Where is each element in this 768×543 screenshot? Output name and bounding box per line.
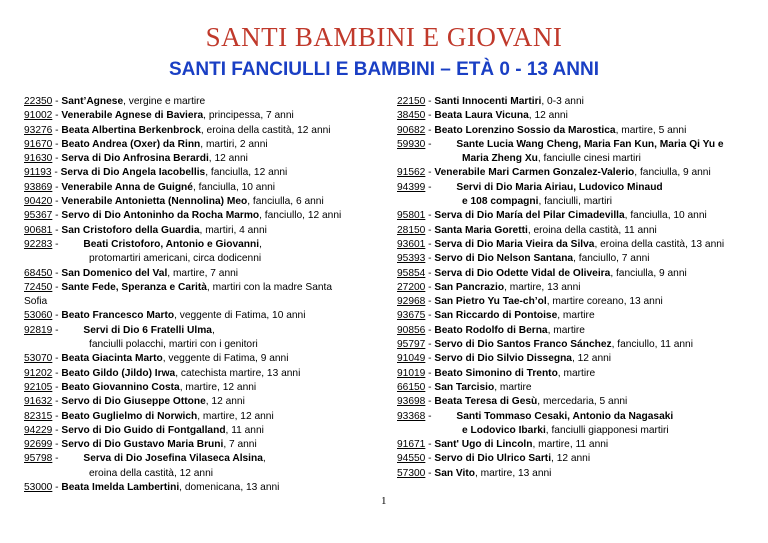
entry-name: Venerabile Antonietta (Nennolina) Meo (61, 196, 248, 208)
entry-desc: , fanciullo, 12 anni (259, 210, 342, 222)
entry-name: Santa Maria Goretti (434, 224, 528, 236)
entry-desc: , martire, 13 anni (504, 281, 581, 293)
entry-name-continued: e Lodovico Ibarki (462, 424, 546, 436)
entry-name: Beato Francesco Marto (61, 310, 175, 322)
entry-name: Santi Tommaso Cesaki, Antonio da Nagasaki (456, 410, 674, 422)
entry-desc: , 12 anni (205, 396, 245, 408)
entry-name: San Vito (434, 467, 475, 479)
entry-desc: , 12 anni (528, 110, 568, 122)
entry-desc: , martiri, 2 anni (200, 138, 268, 150)
entry-name: Sant' Ugo di Lincoln (434, 439, 533, 451)
entry-desc: , 7 anni (223, 439, 257, 451)
list-item: 90420 - Venerabile Antonietta (Nennolina) Meo, fanciulla, 6 anni (24, 196, 324, 208)
entry-name: San Riccardo di Pontoise (434, 310, 558, 322)
entry-name: Beata Laura Vicuna (434, 110, 529, 122)
entry-code-link[interactable]: 91193 (24, 167, 52, 179)
entry-code-link[interactable]: 22350 (24, 96, 53, 107)
entry-desc: , martire, 11 anni (532, 439, 609, 451)
entry-desc: , martire, 12 anni (197, 410, 274, 422)
list-item: 57300 - San Vito, martire, 13 anni (397, 467, 552, 479)
entry-name: Beato Giovannino Costa (61, 381, 180, 393)
entry-code-link[interactable]: 95393 (397, 253, 426, 265)
entry-name: Beato Andrea (Oxer) da Rinn (61, 138, 201, 150)
entry-code-link[interactable]: 68450 (24, 267, 53, 279)
entry-desc: , martire (547, 324, 585, 336)
list-item: 95367 - Servo di Dio Antoninho da Rocha Marmo, fanciullo, 12 anni (24, 210, 342, 222)
list-item: 22150 - Santi Innocenti Martiri, 0-3 anni (397, 96, 584, 107)
entry-name: Servo di Dio Guido di Fontgalland (61, 424, 226, 436)
entry-name: Servo di Dio Nelson Santana (434, 253, 574, 265)
entry-code-link[interactable]: 91630 (24, 153, 53, 165)
entry-code-link[interactable]: 27200 (397, 281, 426, 293)
entry-code-link[interactable]: 53070 (24, 353, 53, 365)
entry-desc: , 11 anni (225, 424, 264, 436)
entry-desc: , veggente di Fatima, 9 anni (162, 353, 289, 365)
entry-desc: , martire (557, 367, 596, 379)
entry-desc: , 12 anni (208, 153, 248, 165)
right-column (397, 95, 757, 481)
entry-desc: , martire (494, 381, 532, 393)
list-item: 92283 - Beati Cristoforo, Antonio e Giovanni, (24, 238, 262, 250)
entry-code-link[interactable]: 91632 (24, 396, 53, 408)
list-item: 91632 - Servo di Dio Giuseppe Ottone, 12 anni (24, 396, 245, 408)
entry-name-continued: Maria Zheng Xu (462, 153, 538, 165)
entry-code-link[interactable]: 82315 (24, 410, 53, 422)
entry-desc: , fanciulli, martiri (538, 196, 613, 208)
entry-name: San Pancrazio (434, 281, 505, 293)
entry-desc: , (262, 453, 266, 465)
entry-code-link[interactable]: 91002 (24, 110, 53, 122)
entry-code-link[interactable]: 92105 (24, 381, 53, 393)
entry-desc: , martire coreano, 13 anni (546, 296, 663, 308)
list-item: 22350 - Sant’Agnese, vergine e martire (24, 96, 206, 107)
list-item: 95393 - Servo di Dio Nelson Santana, fanciullo, 7 anni (397, 253, 650, 265)
entry-code-link[interactable]: 66150 (397, 381, 426, 393)
entry-name: Beata Imelda Lambertini (61, 482, 180, 494)
list-item: 53070 - Beata Giacinta Marto, veggente di Fatima, 9 anni (24, 353, 289, 365)
entry-code-link[interactable]: 95854 (397, 267, 426, 279)
entry-name: San Pietro Yu Tae-ch’ol (434, 296, 547, 308)
entry-name: Servo di Dio Ulrico Sarti (434, 453, 552, 465)
entry-code-link[interactable]: 72450 (24, 281, 53, 293)
list-item: 93675 - San Riccardo di Pontoise, martire (397, 310, 595, 322)
list-item: 91630 - Serva di Dio Anfrosina Berardi, 12 anni (24, 153, 248, 165)
entry-name: Beato Simonino di Trento (434, 367, 558, 379)
entry-desc: fanciulli polacchi, martiri con i genitori (89, 339, 258, 351)
entry-code-link[interactable]: 95798 (24, 453, 53, 465)
entry-code-link[interactable]: 90681 (24, 224, 53, 236)
entry-desc: , martire (557, 310, 595, 322)
entry-name: Beato Gildo (Jildo) Irwa (61, 367, 176, 379)
entry-code-link[interactable]: 93869 (24, 181, 53, 193)
list-item: 92105 - Beato Giovannino Costa, martire, 12 anni (24, 381, 257, 393)
entry-code-link[interactable]: 53060 (24, 310, 53, 322)
list-item: 94229 - Servo di Dio Guido di Fontgalland, 11 anni (24, 424, 264, 436)
list-item: 59930 - Sante Lucia Wang Cheng, Maria Fan Kun, Maria Qi Yu e (397, 138, 724, 150)
list-item: 28150 - Santa Maria Goretti, eroina della castità, 11 anni (397, 224, 657, 236)
entry-name: Serva di Dio Josefina Vilaseca Alsina (83, 453, 263, 465)
entry-code-link[interactable]: 94399 (397, 181, 426, 193)
entry-code-link[interactable]: 95797 (397, 339, 426, 351)
entry-continuation (397, 152, 757, 166)
entry-code-link[interactable]: 57300 (397, 467, 426, 479)
entry-code-link[interactable]: 93675 (397, 310, 426, 322)
entry-name: San Domenico del Val (61, 267, 168, 279)
entry-code-link[interactable]: 94229 (24, 424, 53, 436)
entry-desc: , martire, 5 anni (615, 124, 687, 136)
entry-name: Beata Teresa di Gesù (434, 396, 538, 408)
entry-code-link[interactable]: 90856 (397, 324, 426, 336)
entry-name: Beati Cristoforo, Antonio e Giovanni (83, 238, 260, 250)
entry-code-link[interactable]: 91019 (397, 367, 426, 379)
list-item: 93869 - Venerabile Anna de Guigné, fanciulla, 10 anni (24, 181, 276, 193)
entry-name: Beata Albertina Berkenbrock (61, 124, 201, 136)
entry-continuation (397, 424, 757, 438)
entry-desc: , 12 anni (571, 353, 612, 365)
list-item: 94550 - Servo di Dio Ulrico Sarti, 12 anni (397, 453, 591, 465)
entry-desc: protomartiri americani, circa dodicenni (89, 253, 262, 265)
entry-code-link[interactable]: 28150 (397, 224, 426, 236)
entry-desc: , eroina della castità, 13 anni (594, 238, 725, 250)
entry-name-continued: e 108 compagni (462, 196, 539, 208)
entry-desc: , eroina della castità, 11 anni (527, 224, 657, 236)
list-item: 95798 - Serva di Dio Josefina Vilaseca Alsina, (24, 453, 266, 465)
list-item: 94399 - Servi di Dio Maria Airiau, Ludovico Minaud (397, 181, 663, 193)
list-item: 91002 - Venerabile Agnese di Baviera, principessa, 7 anni (24, 110, 294, 122)
entry-desc: eroina della castità, 12 anni (89, 467, 214, 479)
entry-desc: , martiri, 4 anni (199, 224, 267, 236)
entry-name: Serva di Dio Odette Vidal de Oliveira (434, 267, 611, 279)
entry-desc: , fanciulli giapponesi martiri (545, 424, 669, 436)
entry-code-link[interactable]: 22150 (397, 96, 426, 107)
entry-continuation (397, 195, 757, 209)
list-item: 82315 - Beato Guglielmo di Norwich, martire, 12 anni (24, 410, 274, 422)
entry-code-link[interactable]: 92699 (24, 439, 53, 451)
list-item: 38450 - Beata Laura Vicuna, 12 anni (397, 110, 568, 122)
entry-desc: , veggente di Fatima, 10 anni (174, 310, 306, 322)
entry-desc: , catechista martire, 13 anni (175, 367, 301, 379)
entry-name: Servo di Dio Gustavo Maria Bruni (61, 439, 224, 451)
entry-desc: , martire, 13 anni (474, 467, 552, 479)
entry-name: San Tarcisio (434, 381, 495, 393)
entry-code-link[interactable]: 90420 (24, 196, 53, 208)
list-item: 53000 - Beata Imelda Lambertini, domenicana, 13 anni (24, 482, 280, 494)
entry-code-link[interactable]: 92283 (24, 238, 53, 250)
entry-code-link[interactable]: 95367 (24, 210, 53, 222)
list-item: 95797 - Servo di Dio Santos Franco Sánchez, fanciullo, 11 anni (397, 339, 693, 351)
entry-desc: , principessa, 7 anni (203, 110, 294, 122)
entry-desc: , 12 anni (551, 453, 591, 465)
list-item: 90681 - San Cristoforo della Guardia, martiri, 4 anni (24, 224, 267, 236)
list-item: 66150 - San Tarcisio, martire (397, 381, 532, 393)
entry-name: Beato Guglielmo di Norwich (61, 410, 198, 422)
list-item: 90856 - Beato Rodolfo di Berna, martire (397, 324, 585, 336)
list-item: 91671 - Sant' Ugo di Lincoln, martire, 11 anni (397, 439, 609, 451)
entry-desc: , fanciulla, 10 anni (624, 210, 707, 222)
entry-code-link[interactable]: 38450 (397, 110, 426, 122)
entry-code-link[interactable]: 91049 (397, 353, 426, 365)
entry-desc: , fanciulla, 6 anni (247, 196, 324, 208)
entry-desc: , fanciulla, 9 anni (634, 167, 711, 179)
list-item: 91193 - Serva di Dio Angela Iacobellis, fanciulla, 12 anni (24, 167, 288, 179)
entry-code-link[interactable]: 53000 (24, 482, 53, 494)
entry-code-link[interactable]: 91562 (397, 167, 426, 179)
entry-code-link[interactable]: 91671 (397, 439, 426, 451)
entry-desc: , fanciullo, 11 anni (611, 339, 693, 351)
entry-name: Beato Rodolfo di Berna (434, 324, 548, 336)
entry-desc: , martiri con la madre Santa (206, 281, 333, 293)
entry-code-link[interactable]: 92819 (24, 324, 53, 336)
entry-desc: , domenicana, 13 anni (179, 482, 280, 494)
list-item: 92699 - Servo di Dio Gustavo Maria Bruni, 7 anni (24, 439, 257, 451)
entry-code-link[interactable]: 94550 (397, 453, 426, 465)
entry-desc: , fanciulle cinesi martiri (537, 153, 641, 165)
entry-name: Servo di Dio Giuseppe Ottone (61, 396, 206, 408)
entry-code-link[interactable]: 59930 (397, 138, 426, 150)
entry-code-link[interactable]: 93276 (24, 124, 53, 136)
entry-name: Servo di Dio Silvio Dissegna (434, 353, 572, 365)
list-item: 93698 - Beata Teresa di Gesù, mercedaria, 5 anni (397, 396, 628, 408)
list-item: 72450 - Sante Fede, Speranza e Carità, martiri con la madre Santa (24, 281, 333, 293)
entry-name: San Cristoforo della Guardia (61, 224, 200, 236)
entry-name: Sant’Agnese (61, 96, 124, 107)
entry-code-link[interactable]: 93601 (397, 238, 426, 250)
entry-code-link[interactable]: 92968 (397, 296, 426, 308)
entry-continuation (24, 338, 374, 352)
list-item: 93601 - Serva di Dio Maria Vieira da Silva, eroina della castità, 13 anni (397, 238, 725, 250)
entry-code-link[interactable]: 93368 (397, 410, 426, 422)
list-item: 95801 - Serva di Dio María del Pilar Cimadevilla, fanciulla, 10 anni (397, 210, 707, 222)
entry-name: Beato Lorenzino Sossio da Marostica (434, 124, 616, 136)
entry-desc: , fanciullo, 7 anni (573, 253, 650, 265)
entry-desc: , fanciulla, 9 anni (610, 267, 687, 279)
list-item: 91202 - Beato Gildo (Jildo) Irwa, catechista martire, 13 anni (24, 367, 301, 379)
entry-name: Serva di Dio Angela Iacobellis (60, 167, 206, 179)
list-item: 93368 - Santi Tommaso Cesaki, Antonio da Nagasaki (397, 410, 674, 422)
entry-name: Serva di Dio Maria Vieira da Silva (434, 238, 595, 250)
entry-code-link[interactable]: 91670 (24, 138, 53, 150)
entry-name: Venerabile Anna de Guigné (61, 181, 193, 193)
list-item: 91562 - Venerabile Mari Carmen Gonzalez-Valerio, fanciulla, 9 anni (397, 167, 711, 179)
list-item: 68450 - San Domenico del Val, martire, 7 anni (24, 267, 239, 279)
entry-desc: , fanciulla, 12 anni (205, 167, 288, 179)
list-item: 93276 - Beata Albertina Berkenbrock, eroina della castità, 12 anni (24, 124, 331, 136)
entry-name: Servi di Dio Maria Airiau, Ludovico Minaud (456, 181, 663, 193)
entry-desc: , (211, 324, 215, 336)
entry-name: Servo di Dio Santos Franco Sánchez (434, 339, 612, 351)
list-item: 91019 - Beato Simonino di Trento, martire (397, 367, 596, 379)
entry-desc: , fanciulla, 10 anni (192, 181, 276, 193)
entry-desc: , martire, 12 anni (179, 381, 257, 393)
list-item: 91670 - Beato Andrea (Oxer) da Rinn, martiri, 2 anni (24, 138, 268, 150)
entry-desc: , vergine e martire (123, 96, 206, 107)
page-title: SANTI BAMBINI E GIOVANI (205, 22, 563, 52)
entry-desc: , eroina della castità, 12 anni (200, 124, 331, 136)
entry-code-link[interactable]: 91202 (24, 367, 53, 379)
entry-name: Sante Fede, Speranza e Carità (61, 281, 207, 293)
entry-name: Santi Innocenti Martiri (434, 96, 542, 107)
entry-name: Serva di Dio María del Pilar Cimadevilla (434, 210, 625, 222)
entry-name: Venerabile Agnese di Baviera (61, 110, 204, 122)
list-item: 91049 - Servo di Dio Silvio Dissegna, 12 anni (397, 353, 612, 365)
entry-name: Sante Lucia Wang Cheng, Maria Fan Kun, Maria Qi Yu e (456, 138, 724, 150)
list-item: 90682 - Beato Lorenzino Sossio da Marostica, martire, 5 anni (397, 124, 687, 136)
entry-desc: , (259, 238, 262, 250)
entry-continuation (24, 467, 374, 481)
entry-continuation (24, 252, 374, 266)
left-column (24, 95, 374, 495)
page-number: 1 (381, 495, 387, 507)
entry-desc: , mercedaria, 5 anni (537, 396, 628, 408)
entry-name: Servo di Dio Antoninho da Rocha Marmo (61, 210, 260, 222)
entry-desc: , 0-3 anni (541, 96, 584, 107)
page-subtitle: SANTI FANCIULLI E BAMBINI – ETÀ 0 - 13 ANNI (169, 59, 599, 80)
entry-wrap-line: Sofia (24, 296, 48, 308)
list-item: 27200 - San Pancrazio, martire, 13 anni (397, 281, 581, 293)
entry-code-link[interactable]: 90682 (397, 124, 426, 136)
entry-name: Servi di Dio 6 Fratelli Ulma (83, 324, 212, 336)
entry-name: Venerabile Mari Carmen Gonzalez-Valerio (434, 167, 635, 179)
list-item: 92819 - Servi di Dio 6 Fratelli Ulma, (24, 324, 215, 336)
list-item: 92968 - San Pietro Yu Tae-ch’ol, martire coreano, 13 anni (397, 296, 663, 308)
entry-code-link[interactable]: 95801 (397, 210, 426, 222)
entry-code-link[interactable]: 93698 (397, 396, 426, 408)
entry-name: Serva di Dio Anfrosina Berardi (61, 153, 209, 165)
list-item: 95854 - Serva di Dio Odette Vidal de Oliveira, fanciulla, 9 anni (397, 267, 687, 279)
list-item: 53060 - Beato Francesco Marto, veggente di Fatima, 10 anni (24, 310, 306, 322)
entry-desc: , martire, 7 anni (167, 267, 239, 279)
entry-name: Beata Giacinta Marto (61, 353, 163, 365)
